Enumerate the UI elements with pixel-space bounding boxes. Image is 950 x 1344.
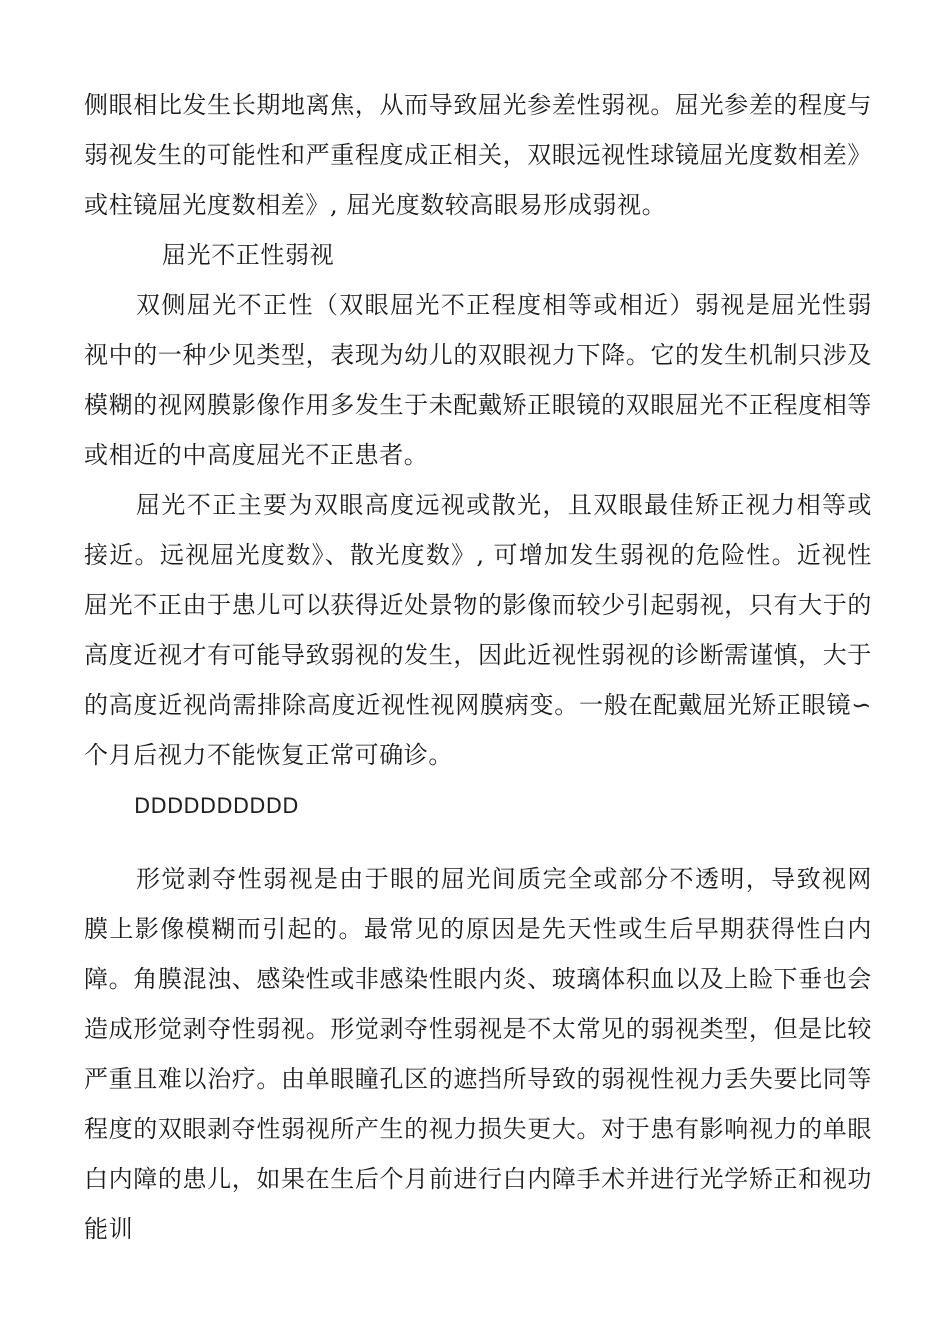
paragraph-refractive-criteria: 屈光不正主要为双眼高度远视或散光，且双眼最佳矫正视力相等或接近。远视屈光度数》、散光度数》, 可增加发生弱视的危险性。近视性屈光不正由于患儿可以获得近处景物的影像而较少引起弱视，只有大于的高度近视才有可能导致弱视的发生，因此近视性弱视的诊断需谨慎，大于的高度近视尚需排除高度近视性视网膜病变。一般在配戴屈光矫正眼镜∽个月后视力不能恢复正常可确诊。 bbox=[84, 491, 872, 769]
paragraph-deprivation-amblyopia: 形觉剥夺性弱视是由于眼的屈光间质完全或部分不透明，导致视网膜上影像模糊而引起的。最常见的原因是先天性或生后早期获得性白内障。角膜混浊、感染性或非感染性眼内炎、玻璃体积血以及上睑下垂也会造成形觉剥夺性弱视。形觉剥夺性弱视是不太常见的弱视类型，但是比较严重且难以治疗。由单眼瞳孔区的遮挡所导致的弱视性视力丢失要比同等程度的双眼剥夺性弱视所产生的视力损失更大。对于患有影响视力的单眼白内障的患儿，如果在生后个月前进行白内障手术并进行光学矫正和视功能训 bbox=[84, 865, 872, 1243]
paragraph-anisometropia-continued: 侧眼相比发生长期地离焦，从而导致屈光参差性弱视。屈光参差的程度与弱视发生的可能性和严重程度成正相关，双眼远视性球镜屈光度数相差》或柱镜屈光度数相差》, 屈光度数较高眼易形成弱视。 bbox=[84, 91, 872, 219]
section-heading-refractive-amblyopia: 屈光不正性弱视 bbox=[162, 241, 335, 269]
paragraph-bilateral-refractive: 双侧屈光不正性（双眼屈光不正程度相等或相近）弱视是屈光性弱视中的一种少见类型，表现为幼儿的双眼视力下降。它的发生机制只涉及模糊的视网膜影像作用多发生于未配戴矫正眼镜的双眼屈光不正程度相等或相近的中高度屈光不正患者。 bbox=[84, 291, 872, 469]
section-heading-placeholder: DDDDDDDDDD bbox=[134, 794, 299, 818]
